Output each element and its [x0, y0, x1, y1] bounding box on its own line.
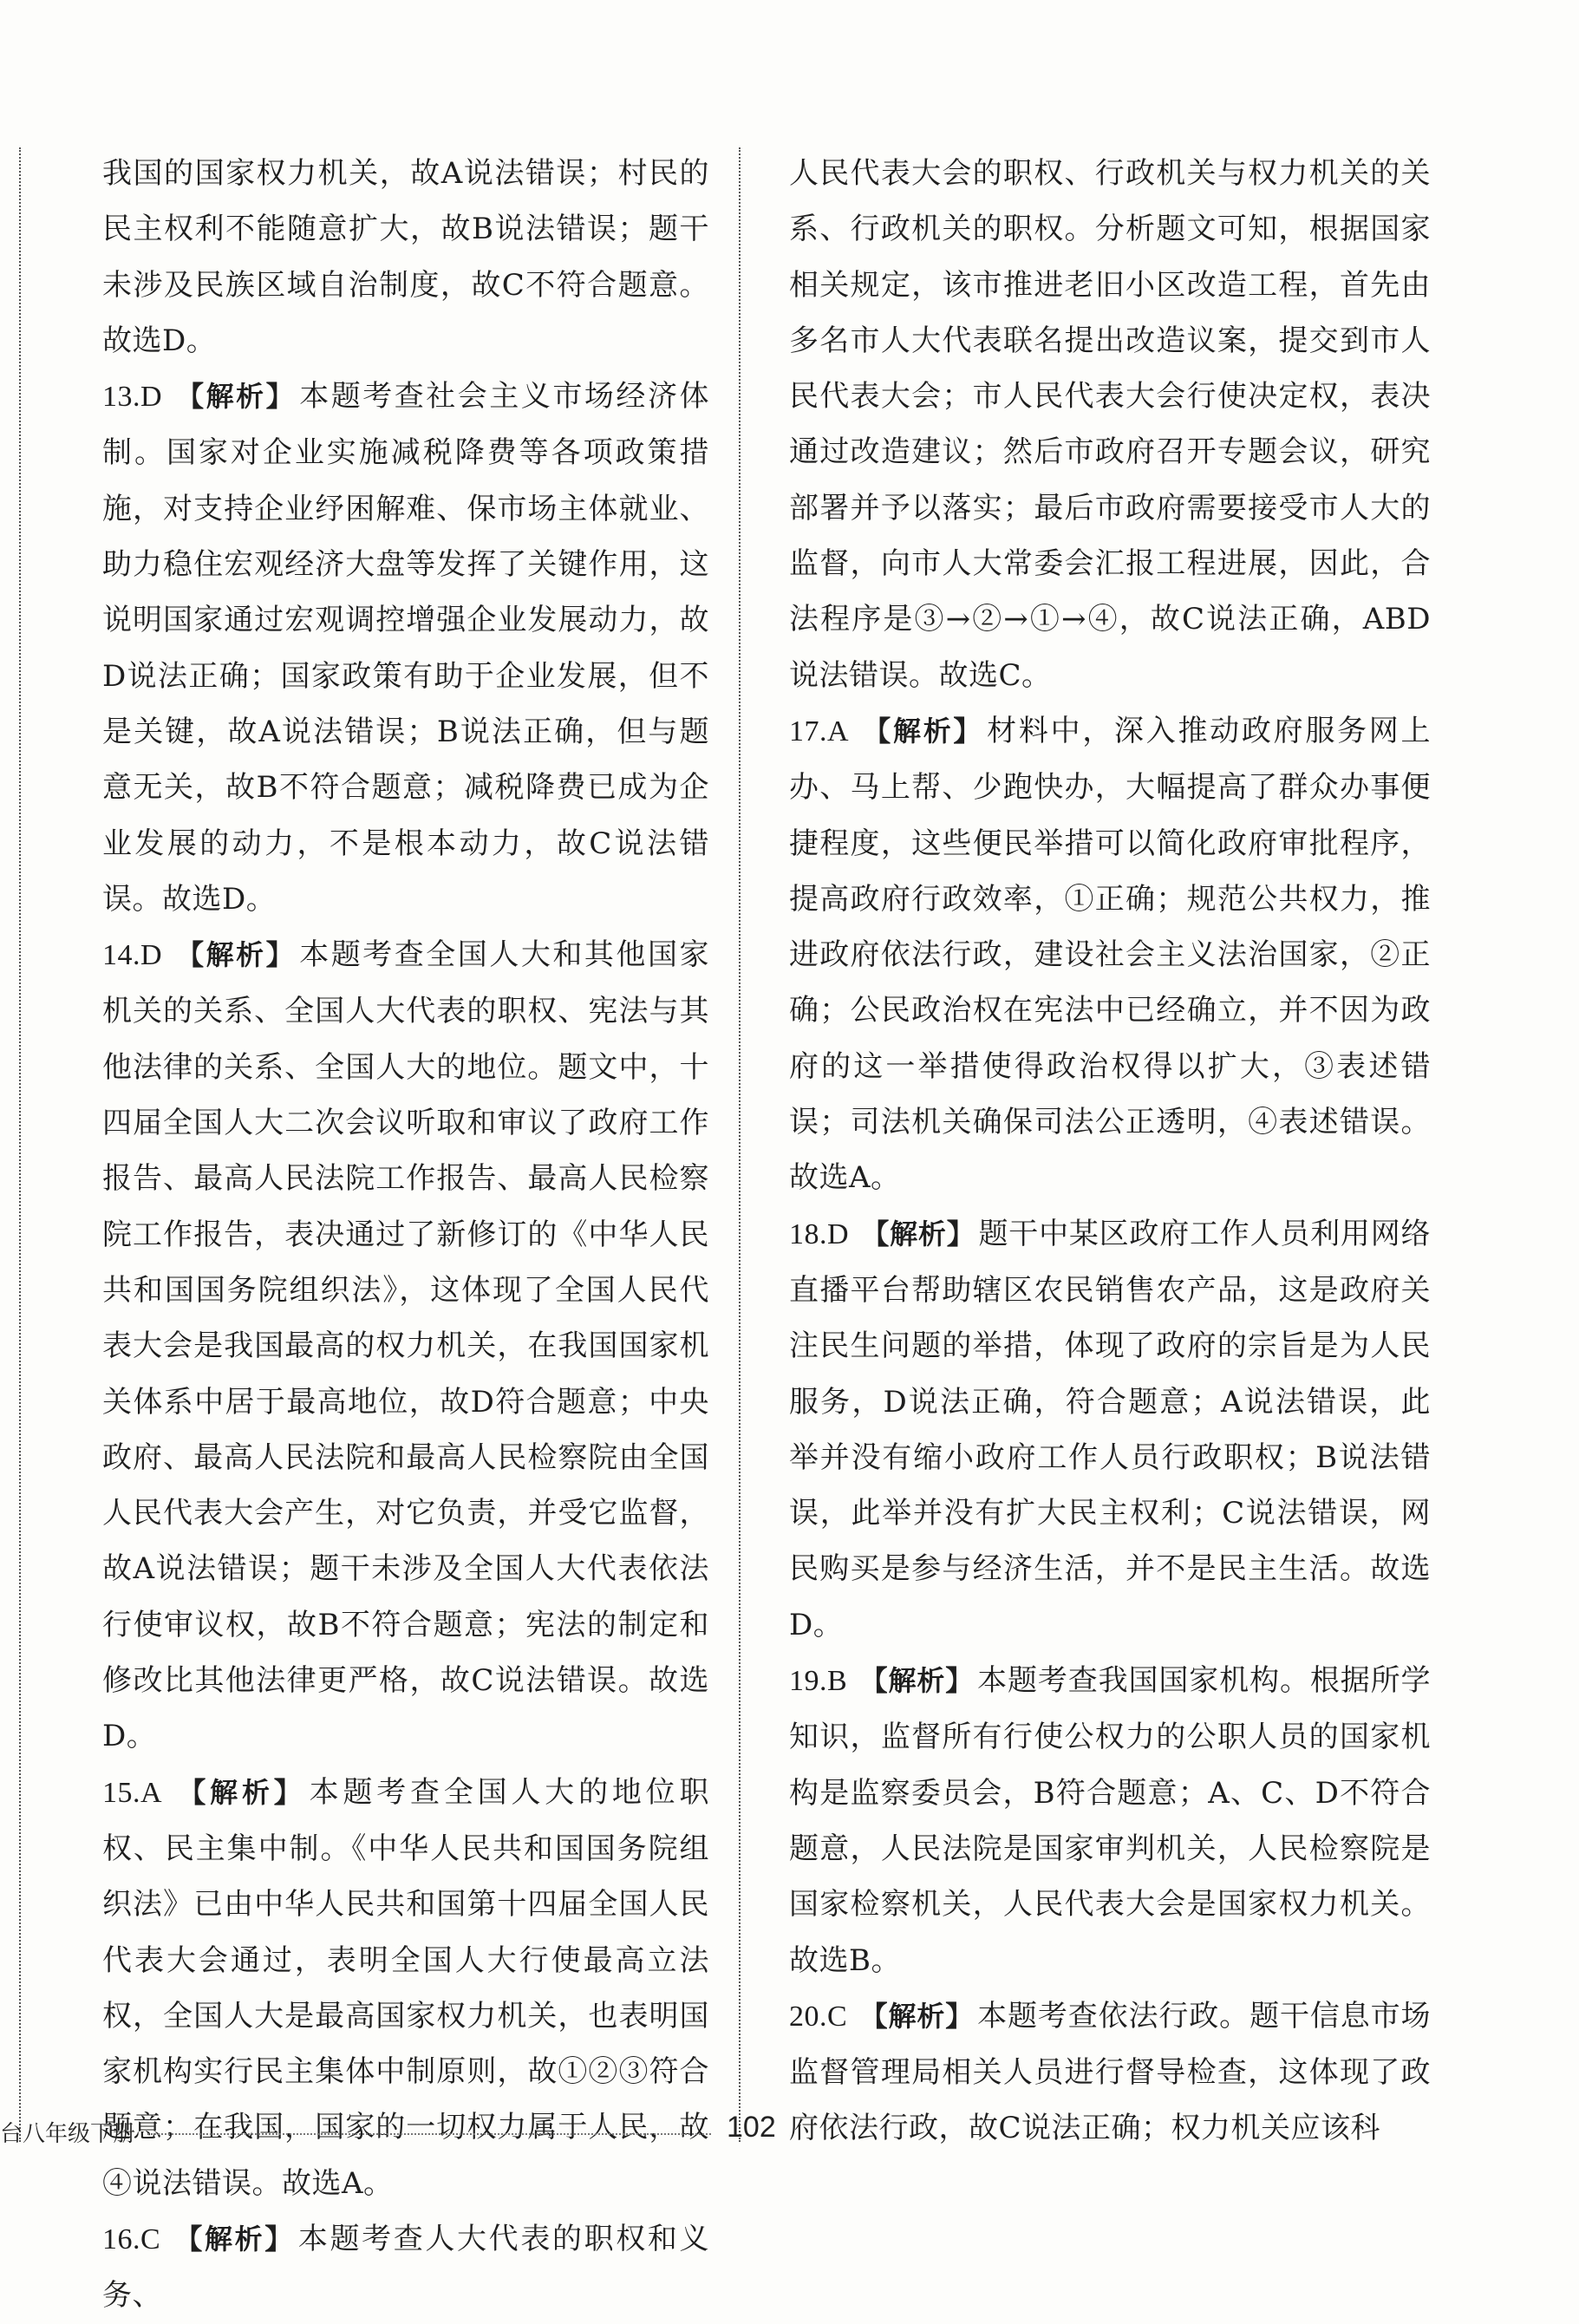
analysis-tag: 【解析】 — [859, 1664, 975, 1698]
left-column — [102, 146, 709, 2324]
item-explanation: 本题考查依法行政。题干信息市场监督管理局相关人员进行督导检查，这体现了政府依法行政，故C说法正确；权力机关应该科 — [789, 1998, 1431, 2146]
item-answer: A — [140, 1776, 163, 1809]
answer-item-13 — [102, 369, 709, 927]
item-explanation: 本题考查社会主义市场经济体制。国家对企业实施减税降费等各项政策措施，对支持企业纾困解难、保市场主体就业、助力稳住宏观经济大盘等发挥了关键作用，这说明国家通过宏观调控增强企业发展动力，故D说法正确；国家政策有助于企业发展，但不是关键，故A说法错误；B说法正确，但与题意无关，故B不符合题意；减税降费已成为企业发展的动力，不是根本动力，故C说法错误。故选D。 — [102, 379, 709, 917]
analysis-tag: 【解析】 — [173, 2222, 295, 2255]
analysis-tag: 【解析】 — [174, 380, 297, 414]
item-number: 15. — [102, 1776, 140, 1809]
item-answer: B — [827, 1665, 848, 1698]
item-answer: C — [140, 2223, 161, 2255]
item-number: 17. — [789, 715, 827, 747]
answer-item-18 — [789, 1206, 1431, 1653]
item-number: 18. — [789, 1217, 827, 1250]
binding-guide-center — [739, 147, 741, 2142]
item-number: 14. — [102, 939, 140, 972]
analysis-tag: 【解析】 — [859, 1999, 975, 2033]
continued-text: 人民代表大会的职权、行政机关与权力机关的关系、行政机关的职权。分析题文可知，根据国家相关规定，该市推进老旧小区改造工程，首先由多名市人大代表联名提出改造议案，提交到市人民代表大会；市人民代表大会行使决定权，表决通过改造建议；然后市政府召开专题会议，研究部署并予以落实；最后市政府需要接受市人大的监督，向市人大常委会汇报工程进展，因此，合法程序是③→②→①→④，故C说法正确，ABD说法错误。故选C。 — [789, 156, 1431, 693]
analysis-tag: 【解析】 — [861, 714, 984, 747]
item-explanation: 材料中，深入推动政府服务网上办、马上帮、少跑快办，大幅提高了群众办事便捷程度，这些便民举措可以简化政府审批程序，提高政府行政效率，①正确；规范公共权力，推进政府依法行政，建设社会主义法治国家，②正确；公民政治权在宪法中已经确立，并不因为政府的这一举措使得政治权得以扩大，③表述错误；司法机关确保司法公正透明，④表述错误。故选A。 — [789, 713, 1431, 1196]
answer-item-19 — [789, 1653, 1431, 1988]
right-column — [789, 146, 1431, 2157]
item-answer: D — [827, 1217, 850, 1250]
footer-book-label: 台八年级下册 — [0, 2121, 136, 2147]
answer-item-20 — [789, 1988, 1431, 2157]
continued-text: 我国的国家权力机关，故A说法错误；村民的民主权利不能随意扩大，故B说法错误；题干未涉及民族区域自治制度，故C不符合题意。故选D。 — [102, 156, 709, 358]
item-number: 19. — [789, 1665, 827, 1698]
item-number: 13. — [102, 381, 140, 414]
item-answer: D — [140, 381, 163, 414]
item-answer: D — [140, 939, 163, 972]
analysis-tag: 【解析】 — [174, 1775, 306, 1809]
analysis-tag: 【解析】 — [861, 1217, 975, 1250]
footer-dotted-rule — [147, 2133, 711, 2135]
binding-guide-left — [19, 147, 21, 2142]
page-number: 102 — [727, 2111, 776, 2144]
analysis-tag: 【解析】 — [174, 938, 297, 972]
item-answer: A — [827, 715, 850, 747]
item-number: 16. — [102, 2223, 140, 2255]
page-footer — [0, 2107, 867, 2151]
item-explanation: 本题考查人大代表的职权和义务、 — [102, 2221, 709, 2314]
answer-item-17 — [789, 703, 1431, 1206]
item-number: 20. — [789, 2000, 827, 2033]
item-explanation: 题干中某区政府工作人员利用网络直播平台帮助辖区农民销售农产品，这是政府关注民生问题的举措，体现了政府的宗旨是为人民服务，D说法正确，符合题意；A说法错误，此举并没有缩小政府工作人员行政职权；B说法错误，此举并没有扩大民主权利；C说法错误，网民购买是参与经济生活，并不是民主生活。故选D。 — [789, 1216, 1431, 1642]
item-explanation: 本题考查全国人大和其他国家机关的关系、全国人大代表的职权、宪法与其他法律的关系、全国人大的地位。题文中，十四届全国人大二次会议听取和审议了政府工作报告、最高人民法院工作报告、最高人民检察院工作报告，表决通过了新修订的《中华人民共和国国务院组织法》，这体现了全国人民代表大会是我国最高的权力机关，在我国国家机关体系中居于最高地位，故D符合题意；中央政府、最高人民法院和最高人民检察院由全国人民代表大会产生，对它负责，并受它监督，故A说法错误；题干未涉及全国人大代表依法行使审议权，故B不符合题意；宪法的制定和修改比其他法律更严格，故C说法错误。故选D。 — [102, 937, 709, 1754]
item-explanation: 本题考查我国国家机构。根据所学知识，监督所有行使公权力的公职人员的国家机构是监察委员会，B符合题意；A、C、D不符合题意，人民法院是国家审判机关，人民检察院是国家检察机关，人民代表大会是国家权力机关。故选B。 — [789, 1663, 1431, 1978]
item-explanation: 本题考查全国人大的地位职权、民主集中制。《中华人民共和国国务院组织法》已由中华人民共和国第十四届全国人民代表大会通过，表明全国人大行使最高立法权，全国人大是最高国家权力机关，也表明国家机构实行民主集体中制原则，故①②③符合题意；在我国，国家的一切权力属于人民，故④说法错误。故选A。 — [102, 1774, 709, 2201]
answer-item-16 — [102, 2211, 709, 2324]
item-answer: C — [827, 2000, 848, 2033]
answer-item-14 — [102, 927, 709, 1764]
